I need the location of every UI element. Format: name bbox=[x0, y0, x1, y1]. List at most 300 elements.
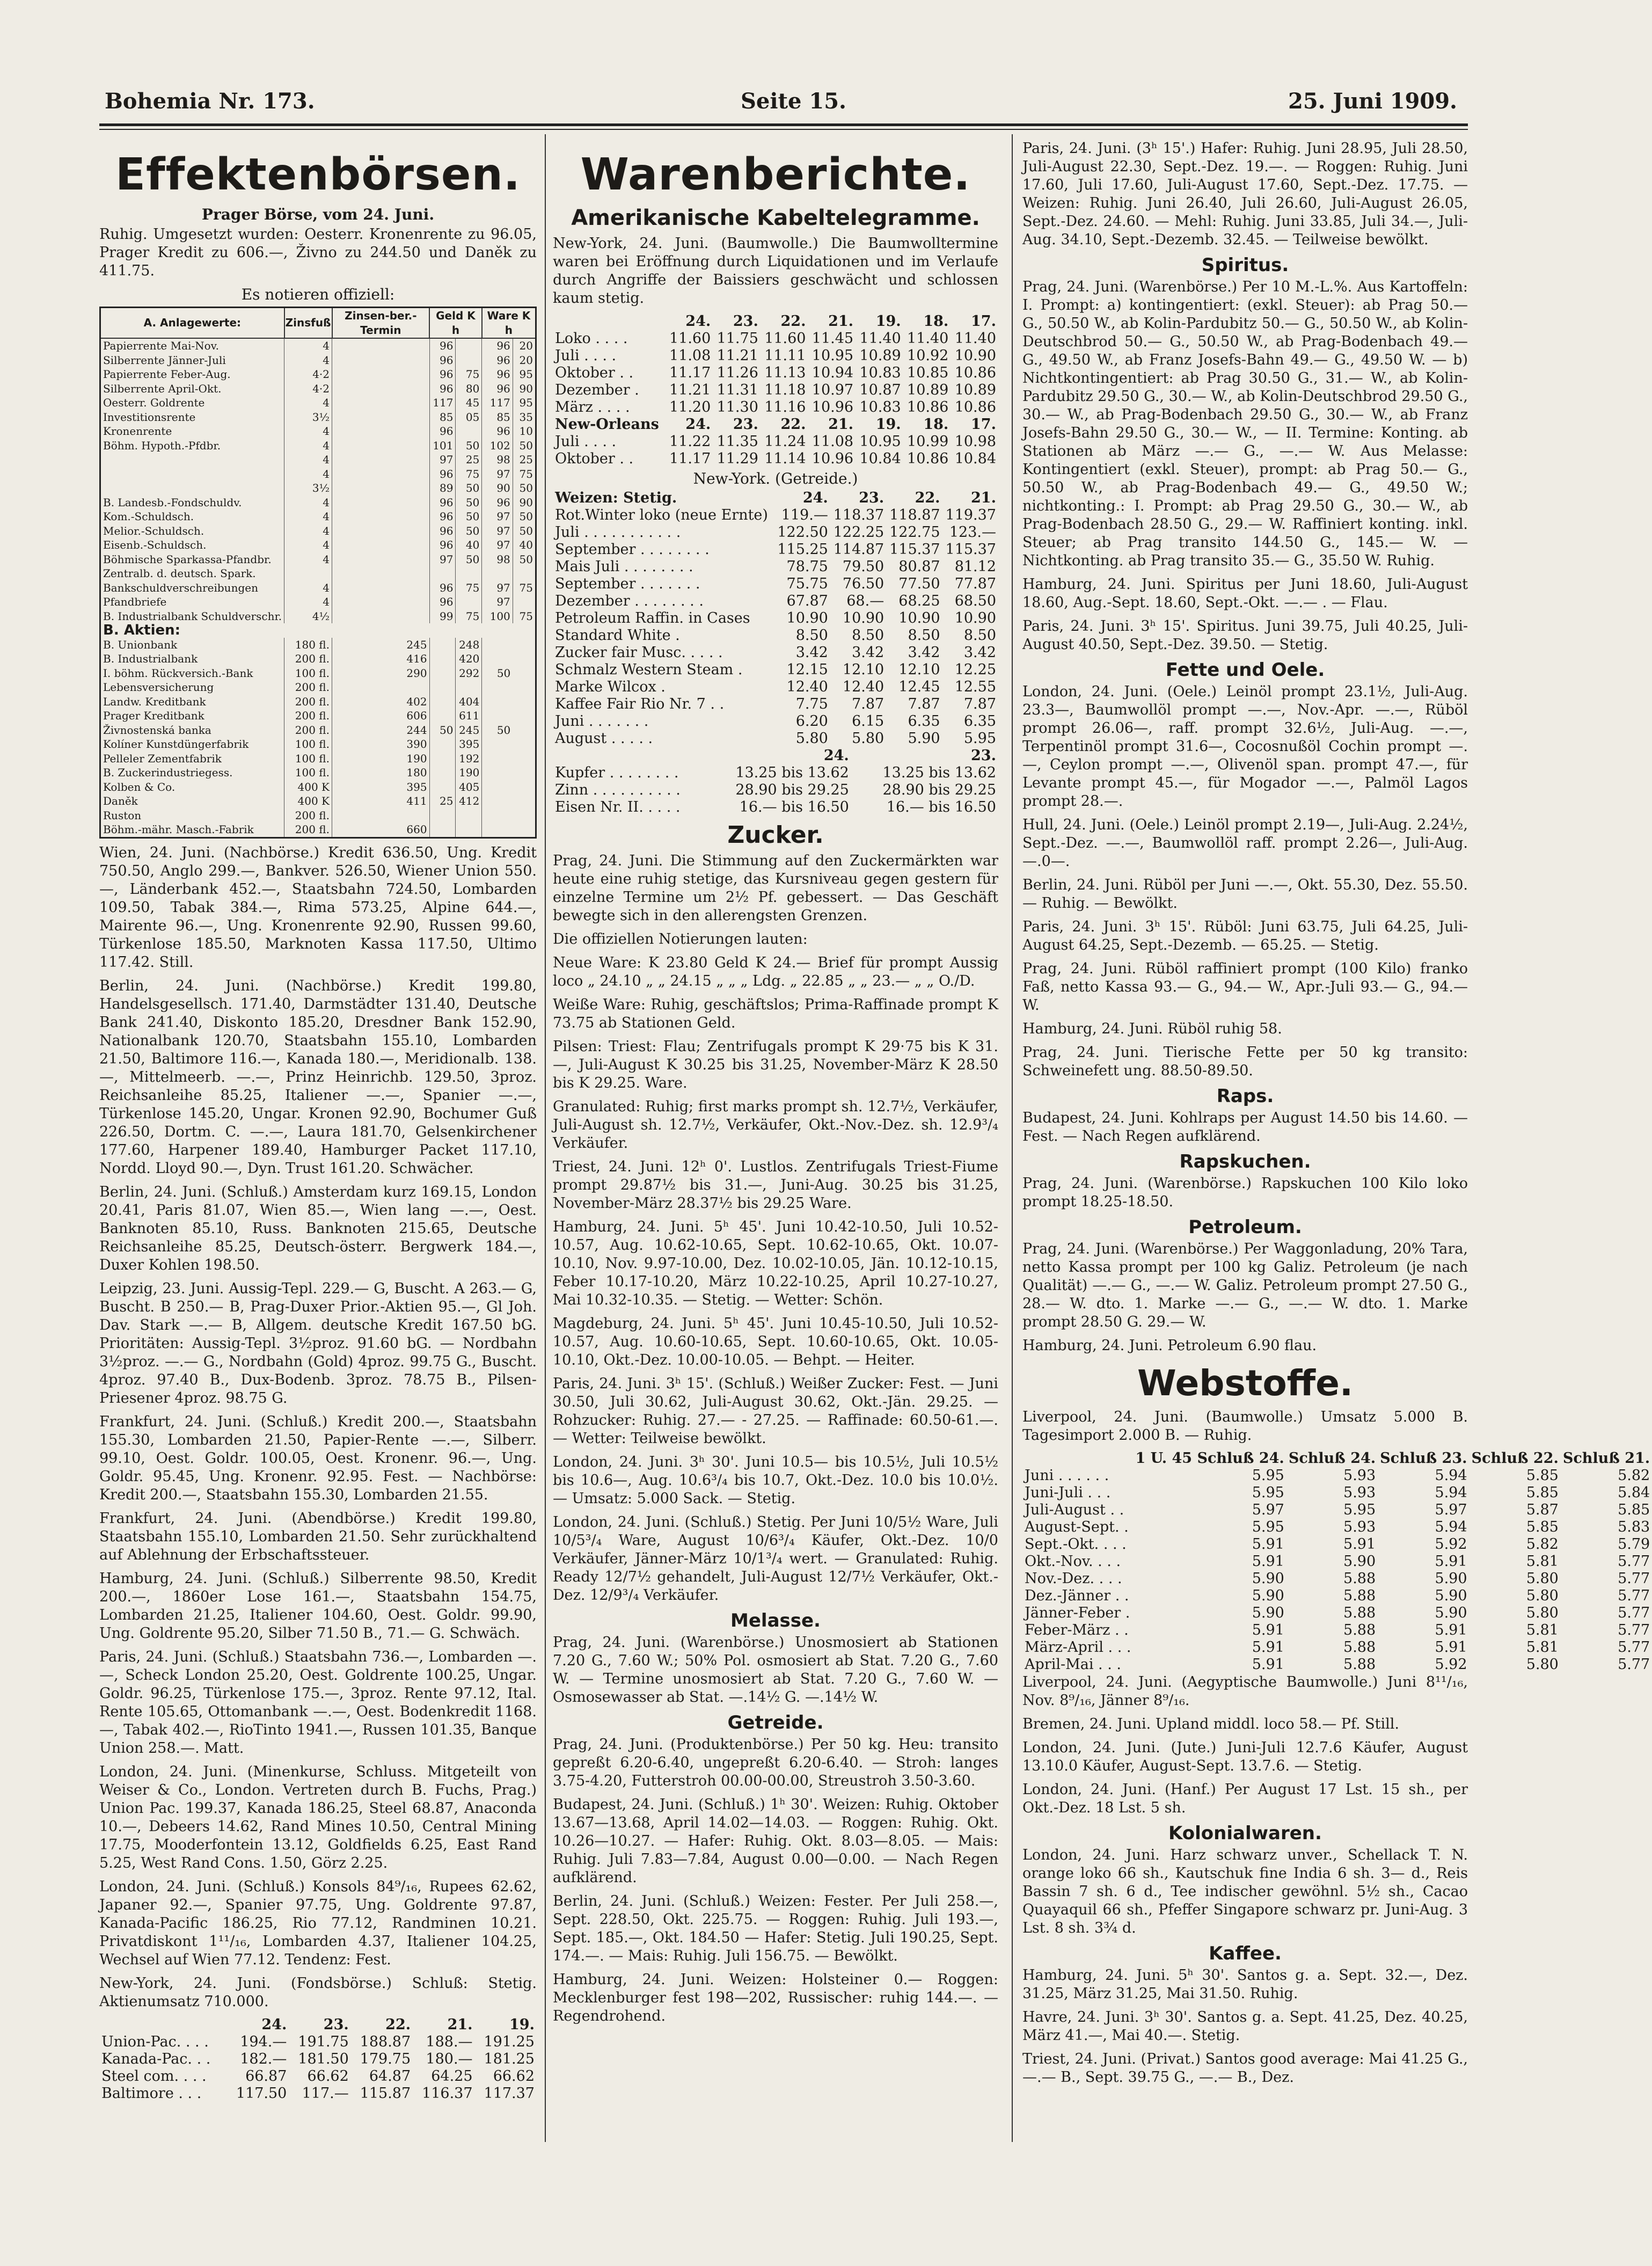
table-header-cell: 19. bbox=[875, 313, 901, 330]
table-row bbox=[100, 752, 536, 766]
table-cell: 5.84 bbox=[1618, 1484, 1650, 1501]
table-cell bbox=[429, 822, 456, 837]
report-paragraph: Hamburg, 24. Juni. Rüböl ruhig 58. bbox=[1022, 1021, 1282, 1037]
table-cell: 5.91 bbox=[1435, 1622, 1467, 1638]
table-cell: 50 bbox=[482, 666, 513, 681]
table-cell bbox=[482, 822, 513, 837]
table-cell: 11.24 bbox=[764, 433, 806, 450]
table-cell bbox=[456, 424, 482, 439]
kaffee-head: Kaffee. bbox=[1209, 1943, 1282, 1964]
table-header-cell: 21. bbox=[447, 2016, 473, 2033]
table-cell: 96 bbox=[482, 367, 513, 382]
table-cell: 10.89 bbox=[859, 347, 901, 364]
table-cell bbox=[482, 638, 513, 652]
table-cell: 4 bbox=[284, 496, 332, 510]
table-row bbox=[553, 644, 998, 661]
table-cell bbox=[332, 609, 430, 624]
table-row bbox=[99, 2034, 537, 2051]
table-cell: 64.87 bbox=[369, 2067, 411, 2085]
table-cell: Juli . . . . bbox=[555, 347, 617, 364]
table-cell: Böhm. Hypoth.-Pfdbr. bbox=[100, 439, 284, 453]
table-cell: 5.80 bbox=[795, 730, 828, 747]
table-row bbox=[100, 808, 536, 823]
melasse-head: Melasse. bbox=[730, 1610, 821, 1631]
table-cell: 5.93 bbox=[1343, 1519, 1376, 1535]
table-cell bbox=[456, 680, 482, 695]
table-cell: Okt.-Nov. . . . bbox=[1025, 1553, 1121, 1570]
table-header-cell: 23. bbox=[323, 2016, 349, 2033]
table-cell bbox=[482, 780, 513, 795]
table-cell: 5.90 bbox=[1343, 1553, 1376, 1570]
table-header-cell: Schluß 23. bbox=[1380, 1450, 1467, 1467]
table-cell: 10.95 bbox=[812, 347, 854, 364]
table-row bbox=[100, 439, 536, 453]
table-cell: 5.82 bbox=[1618, 1467, 1650, 1484]
table-cell: 25 bbox=[513, 453, 536, 467]
table-header-cell: Schluß 22. bbox=[1471, 1450, 1559, 1467]
table-cell bbox=[482, 752, 513, 766]
table-cell: 10.90 bbox=[842, 610, 885, 626]
table-cell: 10.86 bbox=[954, 399, 996, 416]
table-cell: Böhm.-mähr. Masch.-Fabrik bbox=[100, 822, 284, 837]
table-cell: Landw. Kreditbank bbox=[100, 695, 284, 709]
table-cell: 5.91 bbox=[1252, 1656, 1284, 1673]
table-cell: 5.91 bbox=[1252, 1622, 1284, 1638]
fette-reports bbox=[1022, 683, 1468, 1080]
table-cell: 123.— bbox=[949, 524, 996, 541]
table-cell bbox=[332, 496, 430, 510]
table-cell: I. böhm. Rückversich.-Bank bbox=[100, 666, 284, 681]
table-cell: B. Landesb.-Fondschuldv. bbox=[100, 496, 284, 510]
table-cell: 98 bbox=[482, 453, 513, 467]
table-cell: 5.91 bbox=[1435, 1639, 1467, 1656]
table-cell: 10.97 bbox=[812, 382, 854, 398]
table-cell: 80 bbox=[456, 382, 482, 396]
table-cell: 395 bbox=[456, 737, 482, 752]
table-cell: 3.42 bbox=[852, 644, 885, 661]
table-cell: 11.75 bbox=[717, 330, 758, 347]
table-cell: 10.85 bbox=[907, 365, 949, 381]
section-subtitle-kabel: Amerikanische Kabeltelegramme. bbox=[571, 206, 980, 230]
table-cell: 50 bbox=[456, 496, 482, 510]
table-cell: 95 bbox=[513, 396, 536, 410]
table-cell: 25 bbox=[456, 453, 482, 467]
table-cell: 5.90 bbox=[1252, 1587, 1284, 1604]
table-cell: 96 bbox=[429, 367, 456, 382]
table-cell: 5.90 bbox=[1435, 1587, 1467, 1604]
table-cell: 5.95 bbox=[1252, 1484, 1284, 1501]
table-row bbox=[553, 593, 998, 610]
table-cell: 181.25 bbox=[484, 2050, 535, 2067]
table-row bbox=[1022, 1639, 1652, 1656]
table-cell: 75 bbox=[456, 609, 482, 624]
table-header-cell: Schluß 24. bbox=[1288, 1450, 1376, 1467]
table-cell: 99 bbox=[429, 609, 456, 624]
table-cell bbox=[332, 595, 430, 609]
table-cell: 16.— bis 16.50 bbox=[886, 799, 996, 815]
report-paragraph: Prag, 24. Juni. Die Stimmung auf den Zuckermärkten war heute eine ruhig stetige, das Kursniveau gegen gestern für einzelne Termine um 2½ Pf. gebessert. — Das Geschäft bewegte sich in den allerengsten Grenzen. bbox=[553, 853, 998, 924]
market-reports bbox=[99, 844, 537, 2011]
table-cell: 5.94 bbox=[1435, 1484, 1467, 1501]
table-cell: 68.50 bbox=[954, 593, 996, 609]
table-cell: 5.91 bbox=[1252, 1553, 1284, 1570]
table-cell: August . . . . . bbox=[555, 730, 653, 747]
table-cell: 10 bbox=[513, 424, 536, 439]
table-header-cell bbox=[1022, 1450, 1133, 1467]
table-cell: 97 bbox=[482, 524, 513, 538]
table-cell: 119.— bbox=[781, 507, 828, 523]
table-cell: 5.92 bbox=[1435, 1656, 1467, 1673]
table-header-cell bbox=[553, 747, 709, 764]
table-row bbox=[100, 367, 536, 382]
table-cell: Juni-Juli . . . bbox=[1025, 1484, 1111, 1501]
table-header-cell: 1 U. 45 Schluß 24. bbox=[1135, 1450, 1284, 1467]
section-title-effekten: Effektenbörsen. bbox=[115, 149, 521, 200]
table-header-row bbox=[553, 747, 998, 764]
official-note: Es notieren offiziell: bbox=[241, 286, 395, 303]
table-header-cell: 23. bbox=[733, 313, 758, 330]
table-cell: August-Sept. . bbox=[1025, 1519, 1129, 1535]
table-cell bbox=[851, 799, 857, 816]
table-cell: Papierrente Feber-Aug. bbox=[100, 367, 284, 382]
table-cell: 4·2 bbox=[284, 382, 332, 396]
table-row bbox=[100, 652, 536, 666]
column-divider-2 bbox=[1012, 134, 1013, 2142]
table-cell: 5.95 bbox=[963, 730, 996, 747]
table-row bbox=[100, 609, 536, 624]
table-cell: 5.87 bbox=[1526, 1502, 1559, 1518]
table-row bbox=[553, 330, 998, 347]
table-cell: 6.35 bbox=[963, 713, 996, 730]
table-cell: 75.75 bbox=[786, 575, 828, 592]
table-cell bbox=[332, 808, 430, 823]
table-row bbox=[1022, 1467, 1652, 1484]
table-cell: 45 bbox=[456, 396, 482, 410]
table-cell: 50 bbox=[482, 723, 513, 738]
table-cell: Lebensversicherung bbox=[100, 680, 284, 695]
table-cell: 420 bbox=[456, 652, 482, 666]
table-row bbox=[553, 713, 998, 730]
th-anlage: A. Anlagewerte: bbox=[100, 308, 284, 339]
table-cell: 5.83 bbox=[1618, 1519, 1650, 1535]
table-cell: 7.87 bbox=[908, 696, 940, 712]
table-cell: 12.40 bbox=[786, 679, 828, 695]
table-cell bbox=[332, 410, 430, 425]
table-row bbox=[553, 627, 998, 644]
table-cell bbox=[482, 566, 513, 581]
table-cell: 5.88 bbox=[1343, 1605, 1376, 1621]
table-cell: 13.25 bis 13.62 bbox=[882, 764, 996, 781]
table-row bbox=[100, 467, 536, 482]
table-cell: 80.87 bbox=[898, 558, 940, 575]
table-cell: 182.— bbox=[240, 2050, 287, 2067]
table-cell: 180 fl. bbox=[284, 638, 332, 652]
report-paragraph: Prag, 24. Juni. Tierische Fette per 50 kg transito: Schweinefett ung. 88.50-89.50. bbox=[1022, 1044, 1468, 1079]
table-cell: 5.92 bbox=[1435, 1536, 1467, 1553]
table-cell: 77.50 bbox=[898, 575, 940, 592]
table-row bbox=[100, 481, 536, 496]
table-header-cell: 23. bbox=[971, 747, 996, 764]
table-cell: 400 K bbox=[284, 794, 332, 808]
rapskuchen-head: Rapskuchen. bbox=[1179, 1151, 1311, 1172]
table-cell: 4 bbox=[284, 595, 332, 609]
table-cell: 11.17 bbox=[669, 365, 711, 381]
table-cell: Eisenb.-Schuldsch. bbox=[100, 538, 284, 552]
table-cell bbox=[429, 638, 456, 652]
report-paragraph: Triest, 24. Juni. 12ʰ 0'. Lustlos. Zentrifugals Triest-Fiume prompt 29.87½ bis 31.—, Juni-Aug. 30.25 bis 31.25, November-März 28.37½ bis 29.25 Ware. bbox=[553, 1158, 998, 1212]
table-row bbox=[553, 679, 998, 696]
table-cell: 405 bbox=[456, 780, 482, 795]
getreide-reports bbox=[553, 1736, 998, 2025]
table-cell: 117.— bbox=[302, 2085, 349, 2102]
table-cell: 5.80 bbox=[1526, 1605, 1559, 1621]
table-cell: 79.50 bbox=[842, 558, 885, 575]
table-header-cell: 18. bbox=[923, 416, 949, 433]
table-cell: 390 bbox=[332, 737, 430, 752]
getreide-head: New-York. (Getreide.) bbox=[693, 470, 858, 487]
table-header-cell: 19. bbox=[875, 416, 901, 433]
table-cell bbox=[332, 467, 430, 482]
table-cell: 05 bbox=[456, 410, 482, 425]
table-cell bbox=[332, 382, 430, 396]
table-row bbox=[1022, 1502, 1652, 1519]
table-cell: 116.37 bbox=[422, 2085, 473, 2102]
table-cell: 11.18 bbox=[764, 382, 806, 398]
table-header-cell: 24. bbox=[823, 747, 849, 764]
table-cell: 85 bbox=[429, 410, 456, 425]
table-header-cell: 21. bbox=[828, 416, 854, 433]
table-cell: 97 bbox=[482, 538, 513, 552]
table-cell: 5.80 bbox=[1526, 1656, 1559, 1673]
table-cell: 6.20 bbox=[795, 713, 828, 730]
table-cell: 5.88 bbox=[1343, 1570, 1376, 1587]
table-cell: 5.90 bbox=[1435, 1570, 1467, 1587]
report-paragraph: London, 24. Juni. (Jute.) Juni-Juli 12.7.6 Käufer, August 13.10.0 Käufer, August-Sept. 13.7.6. — Stetig. bbox=[1022, 1739, 1468, 1774]
table-cell: 7.75 bbox=[795, 696, 828, 712]
table-cell: Mais Juli . . . . . . . . bbox=[555, 558, 693, 575]
table-cell: 97 bbox=[429, 453, 456, 467]
melasse-text: Prag, 24. Juni. (Warenbörse.) Unosmosiert ab Stationen 7.20 G., 7.60 W.; 50% Pol. osmosiert ab Stat. 7.20 G., 7.60 W. — Termine unosmosiert ab Stat. 7.20 G., 7.60 W. — Osmosewasser ab Stat. —.14½ G. —.14½ W. bbox=[553, 1634, 998, 1706]
table-header-cell: 22. bbox=[385, 2016, 411, 2033]
table-row bbox=[1022, 1570, 1652, 1587]
table-cell: B. Industrialbank Schuldverschr. bbox=[100, 609, 284, 624]
table-cell: 4½ bbox=[284, 609, 332, 624]
report-paragraph: Berlin, 24. Juni. (Schluß.) Weizen: Fester. Per Juli 258.—, Sept. 228.50, Okt. 225.75. — Roggen: Ruhig. Juli 193.—, Sept. 185.—, Okt. 184.50 — Hafer: Stetig. Juli 190.25, Sept. 174.—. — Mais: Ruhig. Juli 156.75. — Bewölkt. bbox=[553, 1893, 998, 1964]
table-cell: 115.87 bbox=[360, 2085, 411, 2102]
table-cell: 5.88 bbox=[1343, 1587, 1376, 1604]
table-cell: Ruston bbox=[100, 808, 284, 823]
table-cell: Pfandbriefe bbox=[100, 595, 284, 609]
table-cell: Zucker fair Musc. . . . . bbox=[555, 644, 723, 661]
table-cell: 10.87 bbox=[859, 382, 901, 398]
table-cell: Kom.-Schuldsch. bbox=[100, 509, 284, 524]
kolonial-text: London, 24. Juni. Harz schwarz unver., Schellack T. N. orange loko 66 sh., Kautschuk fine India 6 sh. 3— d., Reis Bassin 7 sh. 6 d., Tee indischer gewöhnl. 5½ sh., Cacao Quayaquil 66 sh., Pfeffer Singapore schwarz pr. Juni-Aug. 3 Lst. 8 sh. 3¾ d. bbox=[1022, 1847, 1468, 1936]
prag-boerse-head: Prager Börse, vom 24. Juni. bbox=[201, 206, 435, 223]
table-row bbox=[553, 450, 998, 468]
table-cell: 5.85 bbox=[1618, 1502, 1650, 1518]
report-paragraph: Bremen, 24. Juni. Upland middl. loco 58.— Pf. Still. bbox=[1022, 1716, 1399, 1732]
table-cell: 5.97 bbox=[1252, 1502, 1284, 1518]
table-row bbox=[100, 566, 536, 581]
table-cell: 50 bbox=[456, 509, 482, 524]
table-cell bbox=[513, 595, 536, 609]
table-row bbox=[100, 680, 536, 695]
table-header-cell bbox=[99, 2016, 227, 2034]
table-cell: 402 bbox=[332, 695, 430, 709]
table-cell: 11.30 bbox=[717, 399, 758, 416]
table-cell: 122.50 bbox=[777, 524, 828, 541]
table-cell: 5.95 bbox=[1252, 1467, 1284, 1484]
table-header-cell: 19. bbox=[509, 2016, 535, 2033]
table-cell: 20 bbox=[513, 338, 536, 353]
table-header-cell: 22. bbox=[780, 416, 806, 433]
table-row bbox=[100, 538, 536, 552]
th-geld: Geld K h bbox=[429, 308, 482, 339]
report-paragraph: Hamburg, 24. Juni. 5ʰ 30'. Santos g. a. Sept. 32.—, Dez. 31.25, März 31.25, Mai 31.50. Ruhig. bbox=[1022, 1967, 1468, 2002]
table-row bbox=[100, 581, 536, 595]
table-row bbox=[553, 347, 998, 365]
report-paragraph: Prag, 24. Juni. Rüböl raffiniert prompt (100 Kilo) franko Faß, netto Kassa 93.— G., 94.— W., Apr.-Juli 93.— G., 94.— W. bbox=[1022, 960, 1468, 1014]
table-cell: 75 bbox=[456, 367, 482, 382]
table-cell: 10.90 bbox=[898, 610, 940, 626]
table-cell: April-Mai . . . bbox=[1025, 1656, 1121, 1673]
table-cell: 115.25 bbox=[777, 541, 828, 558]
report-paragraph: Frankfurt, 24. Juni. (Abendbörse.) Kredit 199.80, Staatsbahn 155.10, Lombarden 21.50. Sehr zurückhaltend auf Ablehnung der Erbschaftssteuer. bbox=[99, 1510, 537, 1563]
table-cell: 95 bbox=[513, 367, 536, 382]
table-cell: 11.22 bbox=[669, 433, 711, 450]
table-cell: 191.25 bbox=[484, 2033, 535, 2050]
table-cell: Union-Pac. . . . bbox=[101, 2033, 209, 2050]
table-cell: 4 bbox=[284, 453, 332, 467]
table-cell: 13.25 bis 13.62 bbox=[735, 764, 849, 781]
table-row bbox=[100, 723, 536, 738]
table-cell: 12.25 bbox=[954, 661, 996, 678]
table-row bbox=[100, 424, 536, 439]
table-cell: 50 bbox=[456, 439, 482, 453]
table-cell: 11.45 bbox=[812, 330, 854, 347]
table-cell: Bankschuldverschreibungen bbox=[100, 581, 284, 595]
table-cell: 4 bbox=[284, 424, 332, 439]
table-cell: 404 bbox=[456, 695, 482, 709]
table-cell: 5.77 bbox=[1618, 1622, 1650, 1638]
table-row bbox=[553, 610, 998, 627]
table-cell: Kaffee Fair Rio Nr. 7 . . bbox=[555, 696, 725, 712]
report-paragraph: Granulated: Ruhig; first marks prompt sh. 12.7½, Verkäufer, Juli-August sh. 12.7½, Verkäufer, Okt.-Nov.-Dez. sh. 12.9³/₄ Verkäufer. bbox=[553, 1098, 998, 1152]
table-cell: Silberrente Jänner-Juli bbox=[100, 353, 284, 368]
table-cell: 50 bbox=[513, 524, 536, 538]
table-header-row bbox=[553, 490, 998, 507]
table-cell: Kronenrente bbox=[100, 424, 284, 439]
table-cell: 98 bbox=[482, 552, 513, 567]
table-cell: 97 bbox=[482, 509, 513, 524]
table-header-cell: 21. bbox=[971, 490, 996, 506]
table-cell bbox=[429, 566, 456, 581]
table-cell: Kupfer . . . . . . . . bbox=[555, 764, 679, 781]
report-paragraph: Hamburg, 24. Juni. (Schluß.) Silberrente 98.50, Kredit 200.—, 1860er Lose 161.—, Staatsbahn 154.75, Lombarden 21.25, Italiener 104.60, Oest. Goldr. 99.90, Ung. Goldrente 95.20, Silber 71.50 B., 71.— G. Schwäch. bbox=[99, 1570, 537, 1642]
table-row bbox=[553, 764, 998, 782]
table-cell: Eisen Nr. II. . . . . bbox=[555, 799, 681, 815]
table-cell: 245 bbox=[456, 723, 482, 738]
table-cell: 10.86 bbox=[954, 365, 996, 381]
table-cell bbox=[429, 766, 456, 780]
report-paragraph: London, 24. Juni. (Schluß.) Konsols 84⁹/₁₆, Rupees 62.62, Japaner 92.—, Spanier 97.75, Ung. Goldrente 97.87, Kanada-Pacific 186.25, Rio 77.12, Randminen 10.21. Privatdiskont 1¹¹/₁₆, Lombarden 4.37, Italiener 104.25, Wechsel auf Wien 77.12. Tendenz: Fest. bbox=[99, 1878, 537, 1968]
table-cell: 5.85 bbox=[1526, 1519, 1559, 1535]
report-paragraph: London, 24. Juni. (Minenkurse, Schluss. Mitgeteilt von Weiser & Co., London. Vertreten durch B. Fuchs, Prag.) Union Pac. 199.37, Kanada 186.25, Steel 68.87, Anaconda 10.—, Debeers 14.62, Rand Mines 10.50, Central Mining 17.75, Mooderfontein 13.12, Goldfields 6.25, East Rand 5.25, West Rand Cons. 1.50, Görz 2.25. bbox=[99, 1763, 537, 1871]
table-header-cell: 17. bbox=[971, 416, 996, 433]
table-cell: 67.87 bbox=[786, 593, 828, 609]
table-cell: 4 bbox=[284, 353, 332, 368]
table-cell: 90 bbox=[482, 481, 513, 496]
table-row bbox=[100, 737, 536, 752]
table-cell bbox=[456, 353, 482, 368]
table-cell: 97 bbox=[429, 552, 456, 567]
table-cell: 50 bbox=[513, 509, 536, 524]
table-row bbox=[100, 595, 536, 609]
th-ware: Ware K h bbox=[482, 308, 536, 339]
table-cell: 77.87 bbox=[954, 575, 996, 592]
report-paragraph: London, 24. Juni. (Hanf.) Per August 17 Lst. 15 sh., per Okt.-Dez. 18 Lst. 5 sh. bbox=[1022, 1781, 1468, 1816]
header-center: Seite 15. bbox=[741, 89, 846, 114]
table-header-cell: 24. bbox=[802, 490, 828, 506]
table-row bbox=[1022, 1605, 1652, 1622]
report-paragraph: Prag, 24. Juni. (Warenbörse.) Per Waggonladung, 20% Tara, netto Kassa prompt per 100 kg Galiz. Petroleum (je nach Qualität) —.— G., —.— W. Galiz. Petroleum prompt 27.50 G., 28.— W. dto. 1. Marke —.— G., —.— W. dto. 1. Marke prompt 28.50 G. 29.— W. bbox=[1022, 1241, 1468, 1330]
table-row bbox=[553, 661, 998, 679]
spiritus-head: Spiritus. bbox=[1201, 254, 1289, 276]
report-paragraph: Neue Ware: K 23.80 Geld K 24.— Brief für prompt Aussig loco „ 24.10 „ „ 24.15 „ „ „ Ldg. „ 22.85 „ „ 23.— „ „ O./D. bbox=[553, 955, 998, 989]
table-cell: 96 bbox=[482, 496, 513, 510]
report-paragraph: Havre, 24. Juni. 3ʰ 30'. Santos g. a. Sept. 41.25, Dez. 40.25, März 41.—, Mai 40.—. Stetig. bbox=[1022, 2009, 1468, 2044]
webstoffe-head: Webstoffe. bbox=[1137, 1362, 1353, 1404]
table-cell: 10.94 bbox=[812, 365, 854, 381]
table-cell: 100 fl. bbox=[284, 766, 332, 780]
table-cell: Kolíner Kunstdüngerfabrik bbox=[100, 737, 284, 752]
table-cell: 100 fl. bbox=[284, 737, 332, 752]
table-row bbox=[100, 709, 536, 723]
table-cell: 100 fl. bbox=[284, 666, 332, 681]
table-cell bbox=[100, 453, 284, 467]
table-cell: Steel com. . . . bbox=[101, 2067, 207, 2085]
table-cell: 5.91 bbox=[1252, 1639, 1284, 1656]
table-cell: Živnostenská banka bbox=[100, 723, 284, 738]
report-paragraph: London, 24. Juni. 3ʰ 30'. Juni 10.5— bis 10.5½, Juli 10.5½ bis 10.6—, Aug. 10.6³/₄ bis 10.7, Okt.-Dez. 10.0 bis 10.0½. — Umsatz: 5.000 Sack. — Stetig. bbox=[553, 1454, 998, 1507]
report-paragraph: London, 24. Juni. (Schluß.) Stetig. Per Juni 10/5½ Ware, Juli 10/5³/₄ Ware, August 10/6³/₄ Käufer, Okt.-Dez. 10/0 Verkäufer, Jänner-März 10/1³/₄ wert. — Granulated: Ruhig. Ready 12/7½ gehandelt, Juli-August 12/7½ Verkäufer, Okt.-Dez. 12/9³/₄ Verkäufer. bbox=[553, 1514, 998, 1604]
table-cell bbox=[482, 709, 513, 723]
table-cell: 8.50 bbox=[795, 627, 828, 644]
table-cell: Juni . . . . . . bbox=[1025, 1467, 1109, 1484]
table-row bbox=[553, 799, 998, 816]
table-cell: 12.45 bbox=[898, 679, 940, 695]
table-cell: 5.95 bbox=[1252, 1519, 1284, 1535]
table-row bbox=[99, 2068, 537, 2085]
table-cell bbox=[332, 509, 430, 524]
table-cell: 12.55 bbox=[954, 679, 996, 695]
table-cell bbox=[332, 566, 430, 581]
table-cell: 4 bbox=[284, 439, 332, 453]
table-header-cell: 24. bbox=[685, 313, 711, 330]
table-cell: Dezember . bbox=[555, 382, 639, 398]
table-cell: 75 bbox=[513, 581, 536, 595]
table-cell: 411 bbox=[332, 794, 430, 808]
report-paragraph: Frankfurt, 24. Juni. (Schluß.) Kredit 200.—, Staatsbahn 155.30, Lombarden 21.50, Papier-Rente —.—, Silberr. 99.10, Oest. Goldr. 100.05, Oest. Kronenr. 96.—, Ung. Goldr. 95.45, Ung. Kronenr. 92.95. Fest. — Nachbörse: Kredit 200.—, Staatsbahn 155.30, Lombarden 21.55. bbox=[99, 1413, 537, 1503]
table-cell bbox=[332, 538, 430, 552]
spiritus-reports bbox=[1022, 278, 1468, 654]
table-cell: 5.94 bbox=[1435, 1519, 1467, 1535]
table-cell: 5.85 bbox=[1526, 1467, 1559, 1484]
report-paragraph: Hamburg, 24. Juni. Weizen: Holsteiner 0.— Roggen: Mecklenburger fest 198—202, Russischer: ruhig 144.—. — Regendrohend. bbox=[553, 1971, 998, 2024]
table-cell: 100 fl. bbox=[284, 752, 332, 766]
table-cell: 200 fl. bbox=[284, 680, 332, 695]
table-cell bbox=[429, 808, 456, 823]
